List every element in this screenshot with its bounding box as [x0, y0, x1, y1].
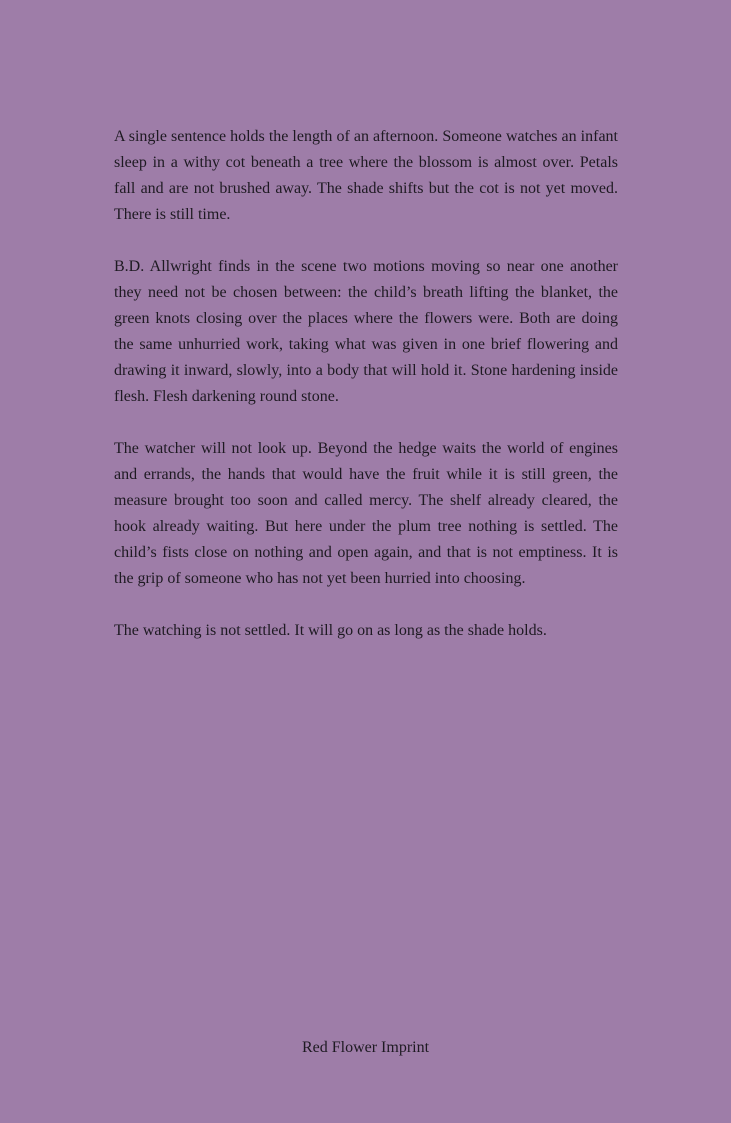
- paragraph-3: The watcher will not look up. Beyond the hedge waits the world of engines and errands, the hands that would have the fruit while it is still green, the measure brought too soon and called mercy. The shelf already cleared, the hook already waiting. But here under the plum tree nothing is settled. The child’s fists close on nothing and open again, and that is not emptiness. It is the grip of someone who has not yet been hurried into choosing.: [114, 440, 618, 587]
- imprint-footer: Red Flower Imprint: [301, 1039, 430, 1056]
- paragraph-1: A single sentence holds the length of an afternoon. Someone watches an infant sleep in a withy cot beneath a tree where the blossom is almost over. Petals fall and are not brushed away. The shade shifts but the cot is not yet moved. There is still time.: [114, 128, 618, 223]
- paragraph-2: B.D. Allwright finds in the scene two motions moving so near one another they need not be chosen between: the child’s breath lifting the blanket, the green knots closing over the places where the flowers were. Both are doing the same unhurried work, taking what was given in one brief flowering and drawing it inward, slowly, into a body that will hold it. Stone hardening inside flesh. Flesh darkening round stone.: [114, 258, 618, 405]
- paragraph-4: The watching is not settled. It will go on as long as the shade holds.: [114, 622, 547, 639]
- body-text: [114, 124, 618, 670]
